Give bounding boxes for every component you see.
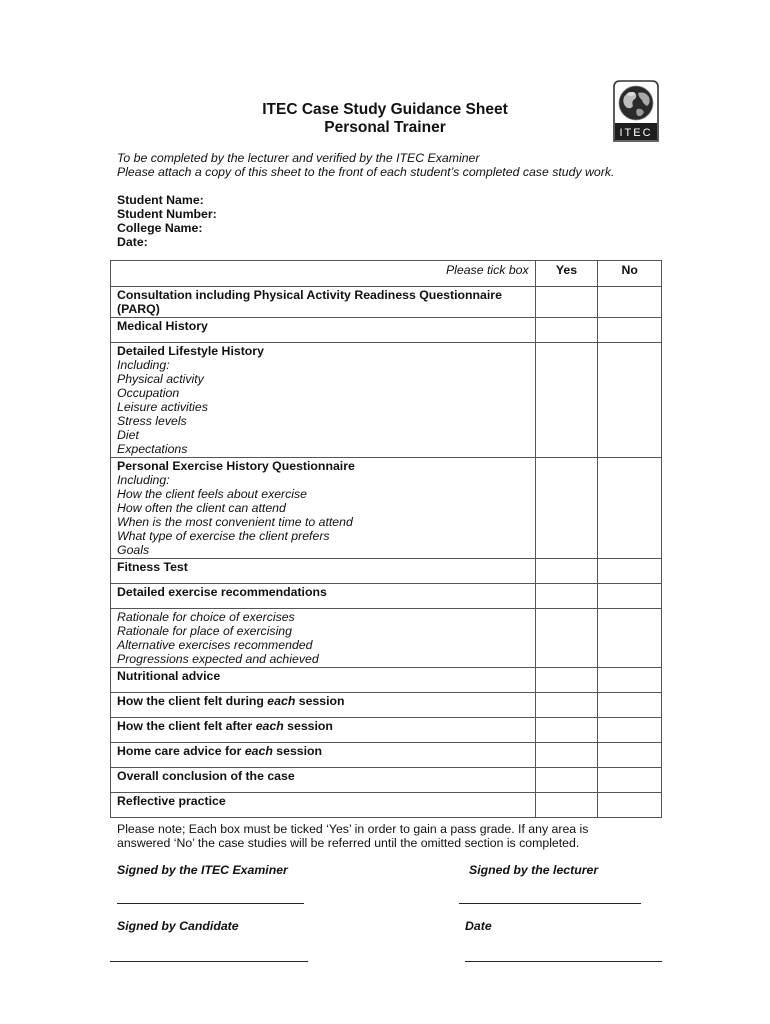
table-row <box>111 743 662 768</box>
criterion-title: Detailed exercise recommendations <box>117 585 327 599</box>
no-tick-box[interactable] <box>598 609 662 668</box>
criterion-item: How often the client can attend <box>117 501 286 515</box>
yes-tick-box[interactable] <box>535 343 598 458</box>
intro-text <box>117 151 614 179</box>
no-tick-box[interactable] <box>598 584 662 609</box>
instruction-cell: Please tick box <box>111 261 536 287</box>
yes-tick-box[interactable] <box>535 743 598 768</box>
no-tick-box[interactable] <box>598 793 662 818</box>
criterion-title: Overall conclusion of the case <box>117 769 295 783</box>
criterion-cell <box>111 768 536 793</box>
no-tick-box[interactable] <box>598 559 662 584</box>
criterion-title: How the client felt after each session <box>117 719 333 733</box>
no-column-header: No <box>598 261 662 287</box>
criterion-item: How the client feels about exercise <box>117 487 308 501</box>
no-tick-box[interactable] <box>598 318 662 343</box>
no-tick-box[interactable] <box>598 287 662 318</box>
page-title: ITEC Case Study Guidance Sheet <box>262 101 508 118</box>
table-row <box>111 718 662 743</box>
table-row <box>111 458 662 559</box>
criterion-cell <box>111 584 536 609</box>
no-tick-box[interactable] <box>598 768 662 793</box>
table-row <box>111 793 662 818</box>
yes-tick-box[interactable] <box>535 287 598 318</box>
yes-tick-box[interactable] <box>535 609 598 668</box>
criterion-title: How the client felt during each session <box>117 694 345 708</box>
criterion-item: What type of exercise the client prefers <box>117 529 330 543</box>
student-name-label: Student Name: <box>117 193 204 207</box>
no-tick-box[interactable] <box>598 343 662 458</box>
pass-grade-note: Please note; Each box must be ticked ‘Yes’ in order to gain a pass grade. If any area is answered ‘No’ the case studies will be referred until the omitted section is completed. <box>117 822 589 850</box>
yes-tick-box[interactable] <box>535 693 598 718</box>
no-tick-box[interactable] <box>598 743 662 768</box>
criterion-item: Physical activity <box>117 372 204 386</box>
criterion-item: When is the most convenient time to attend <box>117 515 353 529</box>
student-details <box>117 193 217 249</box>
criterion-item: Stress levels <box>117 414 187 428</box>
criterion-item: Goals <box>117 543 150 557</box>
criterion-item: Including: <box>117 473 170 487</box>
criterion-item: Rationale for choice of exercises <box>117 610 295 624</box>
yes-tick-box[interactable] <box>535 458 598 559</box>
intro-line: Please attach a copy of this sheet to the front of each student’s completed case study work. <box>117 165 615 179</box>
criterion-cell <box>111 609 536 668</box>
criterion-item: Alternative exercises recommended <box>117 638 313 652</box>
no-tick-box[interactable] <box>598 668 662 693</box>
criterion-cell <box>111 458 536 559</box>
table-row <box>111 768 662 793</box>
criterion-item: Occupation <box>117 386 180 400</box>
page-subtitle: Personal Trainer <box>324 119 446 136</box>
criterion-cell <box>111 343 536 458</box>
table-row <box>111 668 662 693</box>
yes-tick-box[interactable] <box>535 584 598 609</box>
criterion-title: Detailed Lifestyle History <box>117 344 264 358</box>
criterion-title: Fitness Test <box>117 560 188 574</box>
itec-globe-logo <box>611 79 661 143</box>
yes-tick-box[interactable] <box>535 559 598 584</box>
date-signature-label: Date <box>465 919 492 933</box>
yes-tick-box[interactable] <box>535 668 598 693</box>
date-label: Date: <box>117 235 148 249</box>
no-tick-box[interactable] <box>598 718 662 743</box>
intro-line: To be completed by the lecturer and verified by the ITEC Examiner <box>117 151 480 165</box>
criterion-cell <box>111 559 536 584</box>
criterion-title: Consultation including Physical Activity Readiness Questionnaire (PARQ) <box>117 288 502 316</box>
criterion-title: Personal Exercise History Questionnaire <box>117 459 355 473</box>
criterion-item: Expectations <box>117 442 188 456</box>
yes-tick-box[interactable] <box>535 768 598 793</box>
criterion-item: Rationale for place of exercising <box>117 624 292 638</box>
yes-tick-box[interactable] <box>535 318 598 343</box>
candidate-signature-line[interactable] <box>110 961 308 962</box>
criterion-item: Progressions expected and achieved <box>117 652 319 666</box>
criterion-cell <box>111 693 536 718</box>
yes-column-header: Yes <box>535 261 598 287</box>
table-row <box>111 559 662 584</box>
lecturer-signature-label: Signed by the lecturer <box>469 863 599 877</box>
criterion-item: Including: <box>117 358 170 372</box>
examiner-signature-line[interactable] <box>117 903 304 904</box>
date-line[interactable] <box>465 961 662 962</box>
no-tick-box[interactable] <box>598 458 662 559</box>
table-row <box>111 343 662 458</box>
yes-tick-box[interactable] <box>535 718 598 743</box>
criterion-item: Leisure activities <box>117 400 208 414</box>
criterion-title: Medical History <box>117 319 208 333</box>
yes-tick-box[interactable] <box>535 793 598 818</box>
table-row <box>111 318 662 343</box>
table-row <box>111 609 662 668</box>
criterion-item: Diet <box>117 428 139 442</box>
student-number-label: Student Number: <box>117 207 217 221</box>
examiner-signature-label: Signed by the ITEC Examiner <box>117 863 288 877</box>
table-row <box>111 287 662 318</box>
table-row <box>111 584 662 609</box>
candidate-signature-label: Signed by Candidate <box>117 919 239 933</box>
table-header-row <box>111 261 662 287</box>
no-tick-box[interactable] <box>598 693 662 718</box>
criterion-title: Home care advice for each session <box>117 744 323 758</box>
criterion-cell <box>111 287 536 318</box>
college-name-label: College Name: <box>117 221 203 235</box>
logo-text: ITEC <box>619 127 653 139</box>
criterion-cell <box>111 668 536 693</box>
checklist-table <box>110 260 662 818</box>
criterion-title: Nutritional advice <box>117 669 221 683</box>
lecturer-signature-line[interactable] <box>459 903 641 904</box>
criterion-title: Reflective practice <box>117 794 226 808</box>
criterion-cell <box>111 743 536 768</box>
criterion-cell <box>111 718 536 743</box>
criterion-cell <box>111 318 536 343</box>
table-row <box>111 693 662 718</box>
criterion-cell <box>111 793 536 818</box>
